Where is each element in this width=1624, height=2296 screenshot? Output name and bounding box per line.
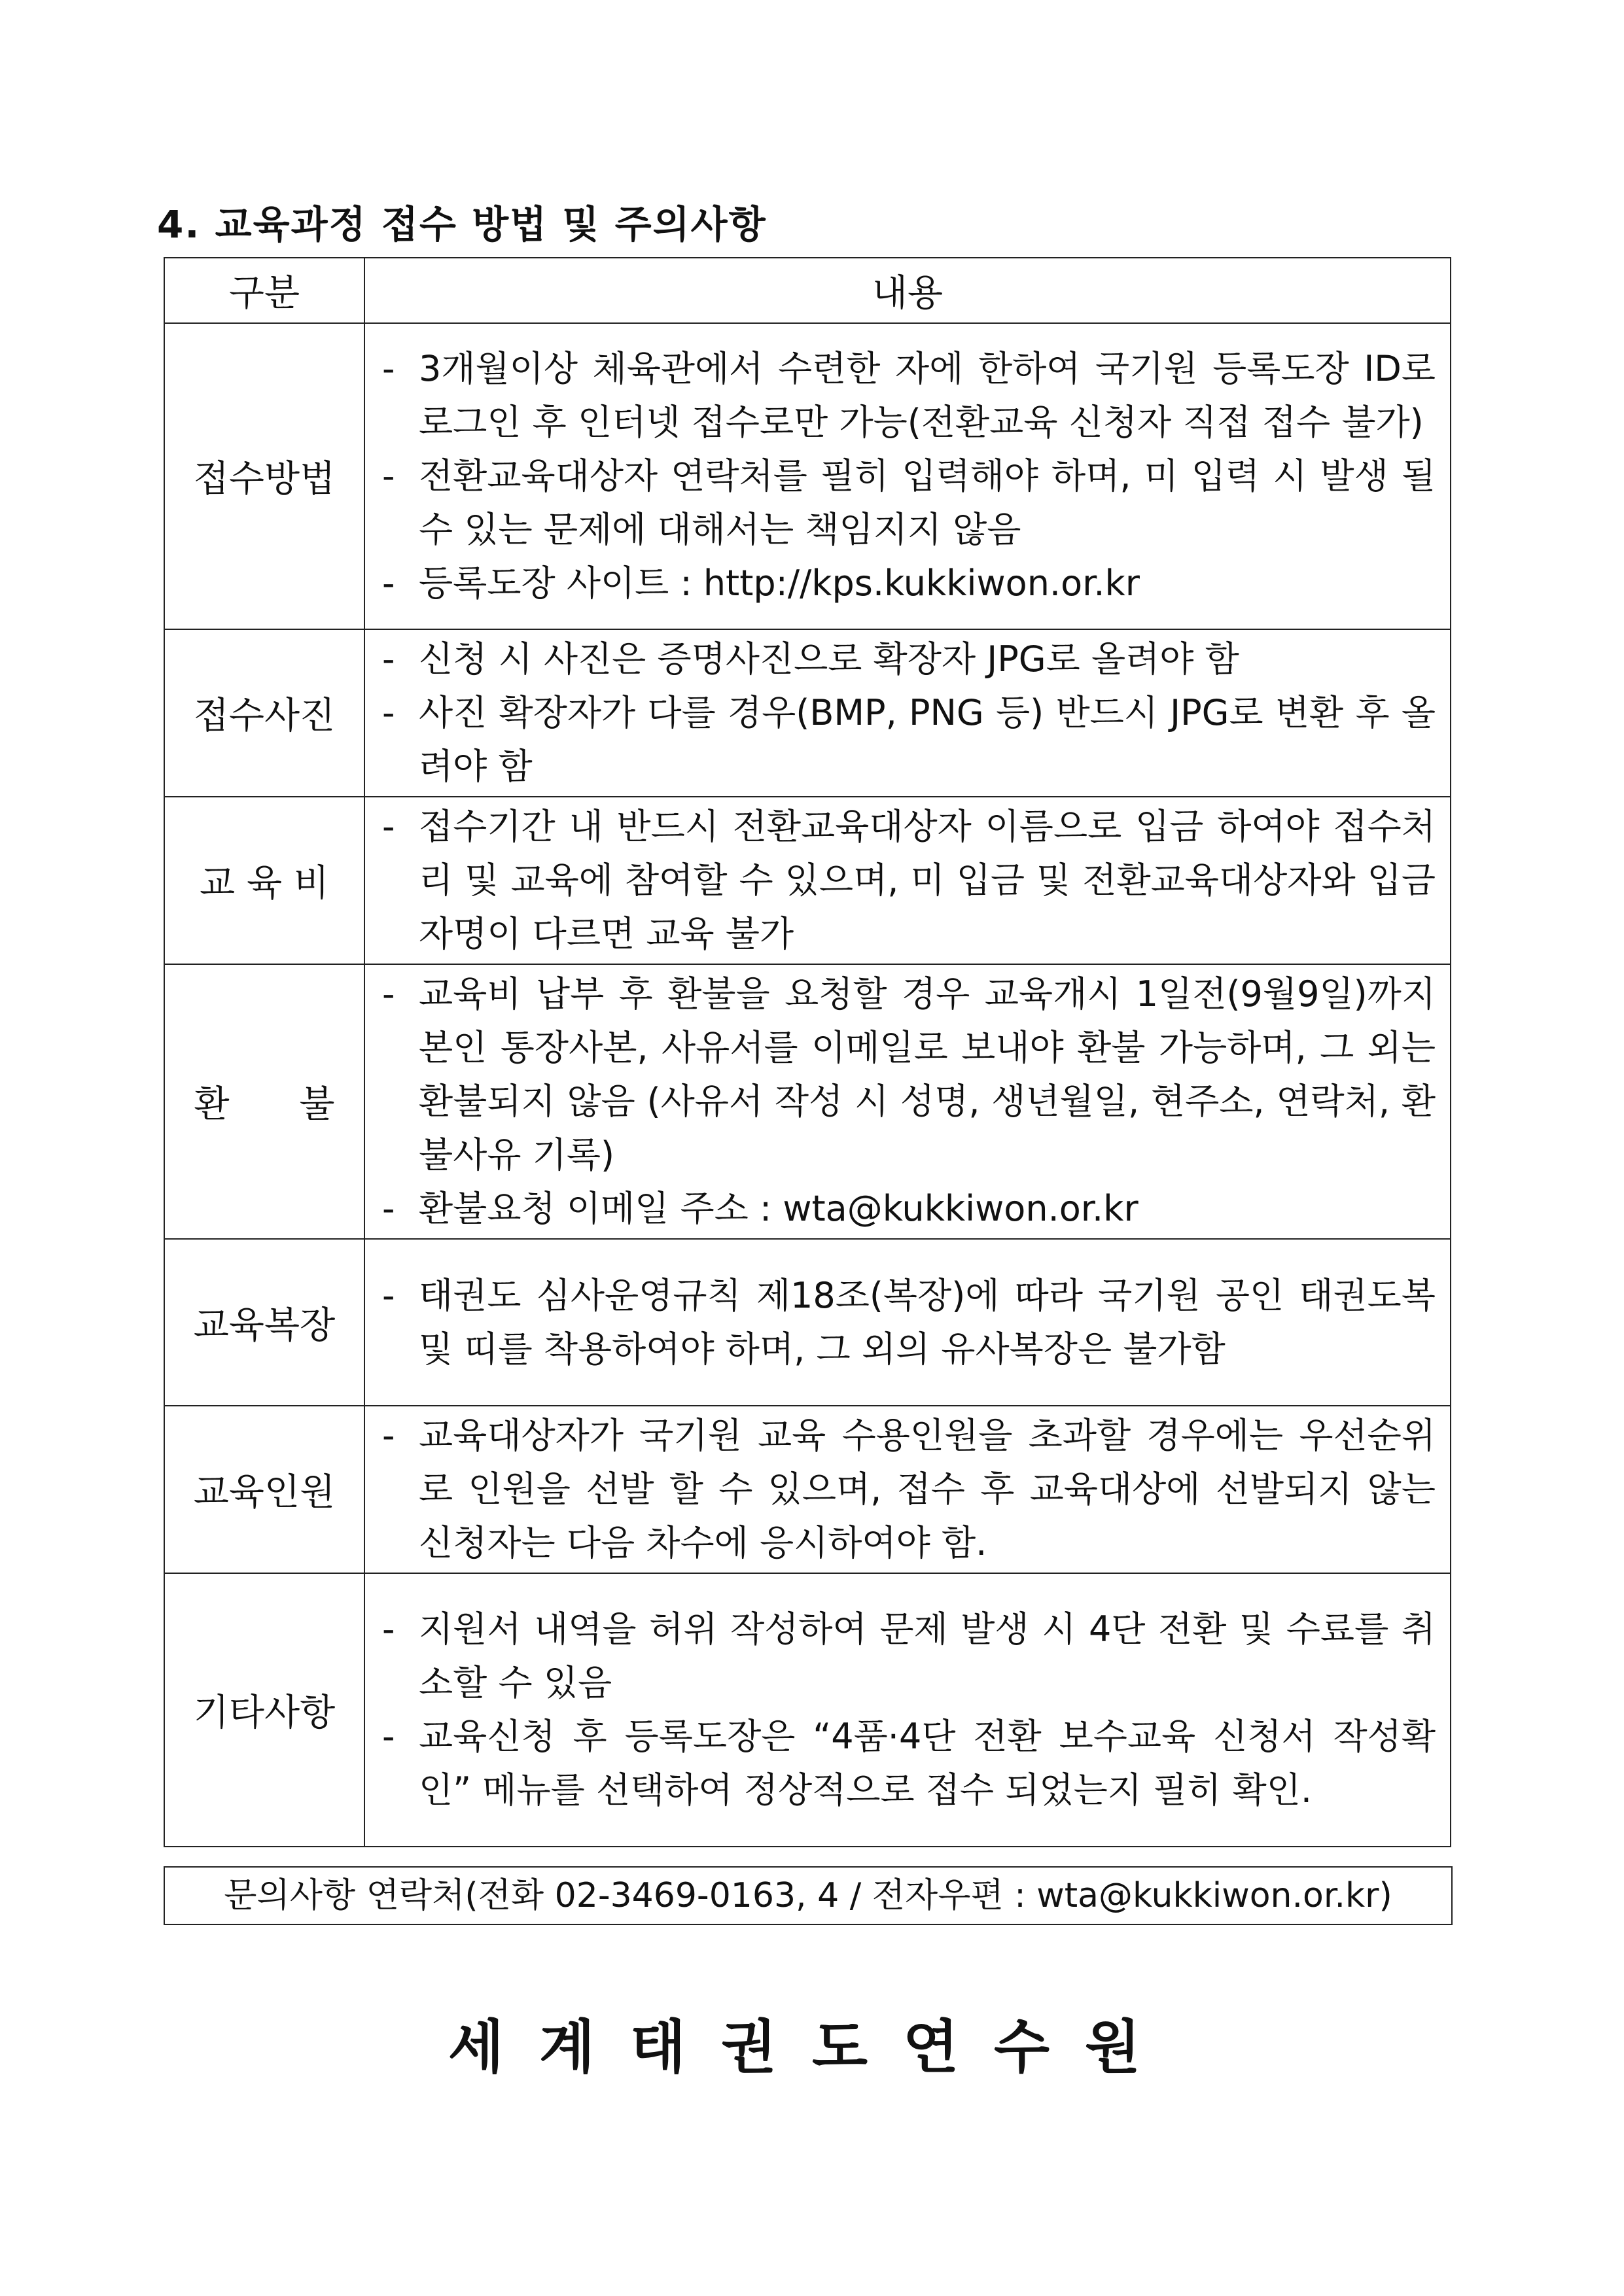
list-item: - 접수기간 내 반드시 전환교육대상자 이름으로 입금 하여야 접수처리 및 교육에 참여할 수 있으며, 미 입금 및 전환교육대상자와 입금자명이 다르면 교육 불가 — [378, 800, 1436, 961]
row-content — [364, 629, 1451, 797]
list-item: - 교육대상자가 국기원 교육 수용인원을 초과할 경우에는 우선순위로 인원을 선발 할 수 있으며, 접수 후 교육대상에 선발되지 않는 신청자는 다음 차수에 응시하여야 함. — [378, 1409, 1436, 1570]
row-category: 교육인원 — [164, 1406, 364, 1573]
table-row — [164, 797, 1451, 964]
organization-name: 세계태권도연수원 — [448, 2013, 1176, 2081]
row-category: 교육복장 — [164, 1239, 364, 1406]
row-content — [364, 1573, 1451, 1847]
section-heading: 4. 교육과정 접수 방법 및 주의사항 — [157, 202, 767, 247]
table-header-row — [164, 258, 1451, 323]
list-item: - 교육신청 후 등록도장은 “4품·4단 전환 보수교육 신청서 작성확인” 메뉴를 선택하여 정상적으로 접수 되었는지 필히 확인. — [378, 1710, 1436, 1817]
row-content — [364, 323, 1451, 629]
table-row — [164, 629, 1451, 797]
row-content — [364, 964, 1451, 1239]
table-row — [164, 323, 1451, 629]
row-content — [364, 797, 1451, 964]
list-item: - 전환교육대상자 연락처를 필히 입력해야 하며, 미 입력 시 발생 될 수 있는 문제에 대해서는 책임지지 않음 — [378, 449, 1436, 557]
row-category: 기타사항 — [164, 1573, 364, 1847]
row-category: 접수사진 — [164, 629, 364, 797]
list-item: - 신청 시 사진은 증명사진으로 확장자 JPG로 올려야 함 — [378, 633, 1436, 686]
contact-box: 문의사항 연락처(전화 02-3469-0163, 4 / 전자우편 : wta@kukkiwon.or.kr) — [164, 1866, 1453, 1925]
list-item: - 교육비 납부 후 환불을 요청할 경우 교육개시 1일전(9월9일)까지 본인 통장사본, 사유서를 이메일로 보내야 환불 가능하며, 그 외는 환불되지 않음 (사유서 작성 시 성명, 생년월일, 현주소, 연락처, 환불사유 기록) — [378, 967, 1436, 1182]
row-category: 접수방법 — [164, 323, 364, 629]
list-item: - 3개월이상 체육관에서 수련한 자에 한하여 국기원 등록도장 ID로 로그인 후 인터넷 접수로만 가능(전환교육 신청자 직접 접수 불가) — [378, 342, 1436, 449]
row-category: 교 육 비 — [164, 797, 364, 964]
row-category: 환 불 — [164, 964, 364, 1239]
header-content: 내용 — [364, 258, 1451, 323]
table-row — [164, 1573, 1451, 1847]
list-item: - 환불요청 이메일 주소 : wta@kukkiwon.or.kr — [378, 1182, 1436, 1236]
table-row — [164, 964, 1451, 1239]
header-category: 구분 — [164, 258, 364, 323]
table-row — [164, 1239, 1451, 1406]
row-content — [364, 1239, 1451, 1406]
list-item: - 등록도장 사이트 : http://kps.kukkiwon.or.kr — [378, 557, 1436, 610]
list-item: - 사진 확장자가 다를 경우(BMP, PNG 등) 반드시 JPG로 변환 후 올려야 함 — [378, 686, 1436, 793]
row-content — [364, 1406, 1451, 1573]
course-info-table — [164, 257, 1451, 1847]
list-item: - 태권도 심사운영규칙 제18조(복장)에 따라 국기원 공인 태권도복 및 띠를 착용하여야 하며, 그 외의 유사복장은 불가함 — [378, 1269, 1436, 1376]
table-row — [164, 1406, 1451, 1573]
list-item: - 지원서 내역을 허위 작성하여 문제 발생 시 4단 전환 및 수료를 취소할 수 있음 — [378, 1603, 1436, 1710]
